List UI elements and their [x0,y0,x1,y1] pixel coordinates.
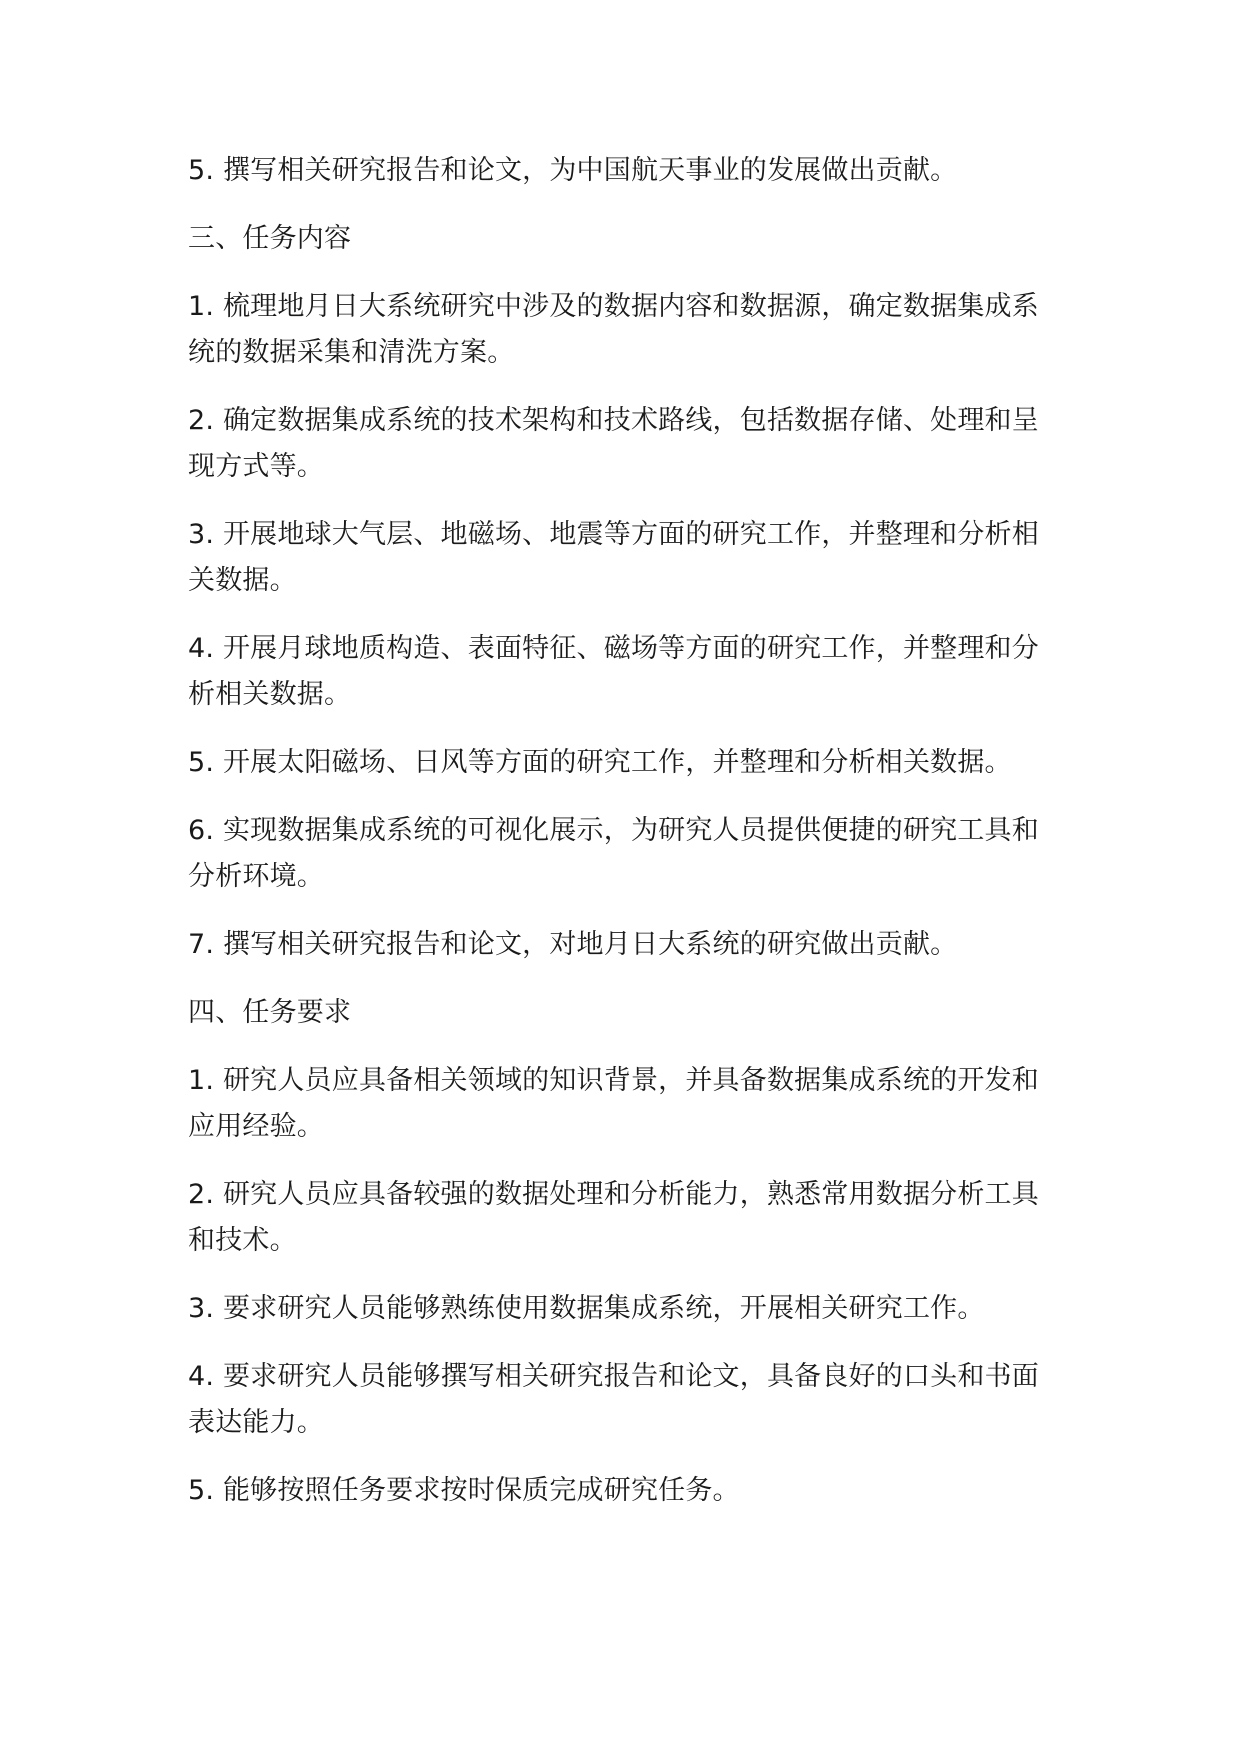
list-item: 1. 梳理地月日大系统研究中涉及的数据内容和数据源，确定数据集成系统的数据采集和清洗方案。 [188,291,1039,368]
list-item: 2. 确定数据集成系统的技术架构和技术路线，包括数据存储、处理和呈现方式等。 [188,405,1039,482]
section-heading: 四、任务要求 [188,997,352,1028]
document-page [188,148,1048,1514]
list-item: 3. 要求研究人员能够熟练使用数据集成系统，开展相关研究工作。 [188,1293,985,1324]
list-item: 5. 开展太阳磁场、日风等方面的研究工作，并整理和分析相关数据。 [188,747,1012,778]
list-item: 2. 研究人员应具备较强的数据处理和分析能力，熟悉常用数据分析工具和技术。 [188,1179,1039,1256]
list-item: 7. 撰写相关研究报告和论文，对地月日大系统的研究做出贡献。 [188,929,958,960]
list-item: 1. 研究人员应具备相关领域的知识背景，并具备数据集成系统的开发和应用经验。 [188,1065,1039,1142]
list-item: 6. 实现数据集成系统的可视化展示，为研究人员提供便捷的研究工具和分析环境。 [188,815,1039,892]
list-item: 5. 能够按照任务要求按时保质完成研究任务。 [188,1475,740,1506]
list-item: 4. 开展月球地质构造、表面特征、磁场等方面的研究工作，并整理和分析相关数据。 [188,633,1039,710]
list-item: 4. 要求研究人员能够撰写相关研究报告和论文，具备良好的口头和书面表达能力。 [188,1361,1039,1438]
section-heading: 三、任务内容 [188,223,352,254]
list-item: 5. 撰写相关研究报告和论文，为中国航天事业的发展做出贡献。 [188,155,958,186]
list-item: 3. 开展地球大气层、地磁场、地震等方面的研究工作，并整理和分析相关数据。 [188,519,1039,596]
